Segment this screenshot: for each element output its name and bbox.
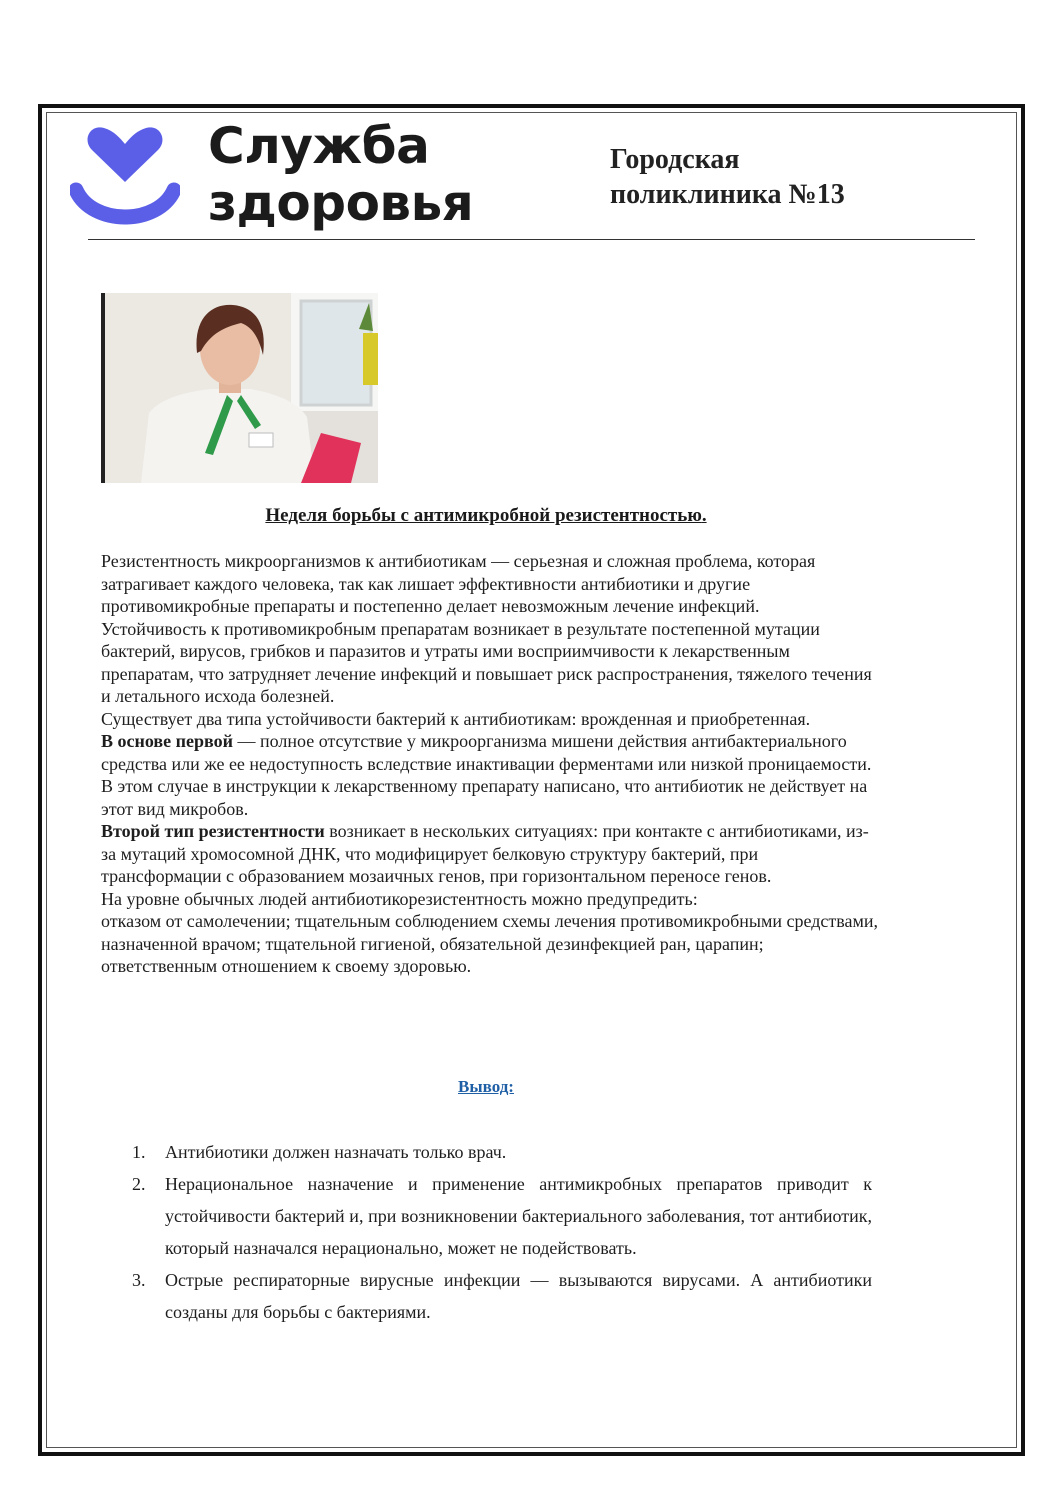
list-item [101, 1168, 872, 1264]
conclusion-heading[interactable]: Вывод: [458, 1077, 514, 1096]
paragraph-3: Существует два типа устойчивости бактерий к антибиотикам: врожденная и приобретенная. [101, 708, 811, 729]
article-title [101, 505, 871, 527]
paragraph-5 [101, 820, 881, 888]
list-item-text: Антибиотики должен назначать только врач. [165, 1142, 507, 1162]
list-item-number: 1. [132, 1142, 146, 1162]
list-item-number: 2. [132, 1174, 146, 1194]
heart-smile-logo-icon [70, 122, 180, 226]
brand-line-1: Служба [208, 117, 430, 175]
conclusion-list [101, 1136, 872, 1328]
doctor-photo [101, 293, 378, 483]
list-item [101, 1264, 872, 1328]
clinic-name [610, 142, 845, 212]
brand-name [208, 118, 473, 232]
paragraph-6: На уровне обычных людей антибиотикорезистентность можно предупредить: [101, 888, 698, 909]
paragraph-1: Резистентность микроорганизмов к антибиотикам — серьезная и сложная проблема, которая затрагивает каждого человека, так как лишает эффективности антибиотики и другие противомикробные препараты и постепенно делает невозможным лечение инфекций. [101, 551, 816, 616]
paragraph-4-text: — полное отсутствие у микроорганизма мишени действия антибактериального средства или же ее недоступность вследствие инактивации ферментами или низкой проницаемости. В этом случае в инструкции к лекарственному препарату написано, что антибиотик не действует на этот вид микробов. [101, 731, 872, 819]
article-body [101, 550, 881, 978]
clinic-line-2: поликлиника №13 [610, 179, 845, 210]
clinic-line-1: Городская [610, 144, 740, 175]
article-title-text: Неделя борьбы с антимикробной резистентностью [265, 505, 702, 526]
header-divider [88, 239, 975, 240]
paragraph-4-lead: В основе первой [101, 731, 233, 751]
brand-line-2: здоровья [208, 174, 474, 232]
list-item-text: Нерациональное назначение и применение антимикробных препаратов приводит к устойчивости бактерий и, при возникновении бактериального заболевания, тот антибиотик, который назначался нерационально, может не подействовать. [165, 1174, 872, 1258]
paragraph-5-lead: Второй тип резистентности [101, 821, 325, 841]
list-item [101, 1136, 872, 1168]
paragraph-4 [101, 730, 881, 820]
paragraph-2: Устойчивость к противомикробным препаратам возникает в результате постепенной мутации бактерий, вирусов, грибков и паразитов и утраты ими восприимчивости к лекарственным препаратам, что затрудняет лечение инфекций и повышает риск распространения, тяжелого течения и летального исхода болезней. [101, 618, 872, 706]
article-title-period: . [701, 505, 707, 526]
list-item-text: Острые респираторные вирусные инфекции — вызываются вирусами. А антибиотики созданы для борьбы с бактериями. [165, 1270, 872, 1322]
list-item-number: 3. [132, 1270, 146, 1290]
paragraph-5-text: возникает в нескольких ситуациях: при контакте с антибиотиками, из-за мутаций хромосомной ДНК, что модифицирует белковую структуру бактерий, при трансформации с образованием мозаичных генов, при горизонтальном переносе генов. [101, 821, 869, 886]
paragraph-7: отказом от самолечении; тщательным соблюдением схемы лечения противомикробными средствами, назначенной врачом; тщательной гигиеной, обязательной дезинфекцией ран, царапин; ответственным отношением к своему здоровью. [101, 911, 879, 976]
